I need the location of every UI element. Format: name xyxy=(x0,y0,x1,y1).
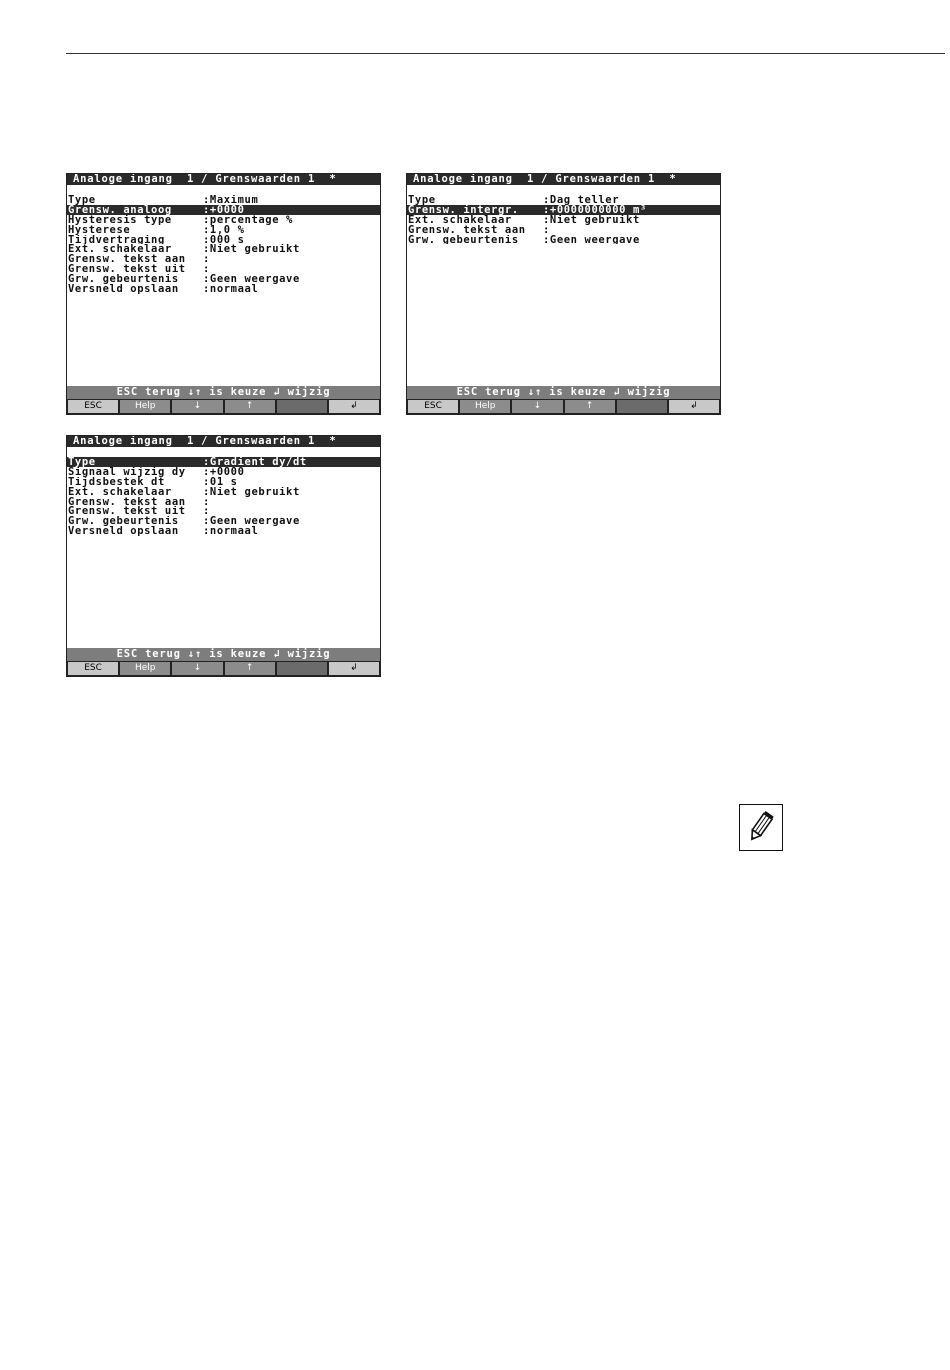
hint-bar: ESC terug ↓↑ is keuze ↲ wijzig xyxy=(407,386,720,399)
help-softkey[interactable]: Help xyxy=(119,399,171,414)
setting-value: : xyxy=(203,254,210,265)
setting-value: :+0000 xyxy=(203,204,245,215)
setting-label: Grw. gebeurtenis xyxy=(68,516,179,527)
setting-label: Type xyxy=(68,195,96,205)
screen-limit-gradient xyxy=(66,435,381,677)
setting-value: : xyxy=(543,224,550,235)
screen-title: Analoge ingang 1 / Grenswaarden 1 * xyxy=(407,174,720,185)
setting-row[interactable] xyxy=(67,205,380,215)
setting-label: Tijdvertraging xyxy=(68,234,165,245)
blank-softkey[interactable] xyxy=(276,661,328,676)
setting-value: :Niet gebruikt xyxy=(543,214,640,225)
enter-softkey[interactable]: ↲ xyxy=(668,399,720,414)
setting-value: : xyxy=(203,496,210,507)
down-arrow-softkey[interactable]: ↓ xyxy=(171,661,223,676)
settings-list xyxy=(407,195,720,244)
setting-value: :+0000 xyxy=(203,466,245,477)
setting-row[interactable] xyxy=(67,497,380,507)
softkey-bar xyxy=(67,661,380,676)
setting-row[interactable] xyxy=(407,235,720,245)
pencil-icon xyxy=(740,805,781,849)
settings-list xyxy=(67,457,380,536)
setting-value: :Geen weergave xyxy=(543,234,640,245)
setting-row[interactable] xyxy=(67,526,380,536)
setting-label: Hysterese xyxy=(68,224,131,235)
setting-row[interactable] xyxy=(67,284,380,294)
settings-list xyxy=(67,195,380,294)
esc-softkey[interactable]: ESC xyxy=(67,399,119,414)
softkey-bar xyxy=(407,399,720,414)
setting-value: : xyxy=(203,264,210,275)
setting-label: Grensw. tekst aan xyxy=(408,224,526,235)
setting-row[interactable] xyxy=(67,215,380,225)
screen-title: Analoge ingang 1 / Grenswaarden 1 * xyxy=(67,436,380,447)
setting-label: Grensw. tekst uit xyxy=(68,506,186,517)
setting-value: :normaal xyxy=(203,526,259,537)
setting-value: :Niet gebruikt xyxy=(203,244,300,255)
setting-label: Type xyxy=(408,195,436,205)
setting-label: Grensw. tekst uit xyxy=(68,264,186,275)
esc-softkey[interactable]: ESC xyxy=(67,661,119,676)
setting-row[interactable] xyxy=(67,264,380,274)
setting-label: Signaal wijzig dy xyxy=(68,466,186,477)
setting-label: Ext. schakelaar xyxy=(68,244,172,255)
setting-value: :Dag teller xyxy=(543,195,620,205)
setting-value: :percentage % xyxy=(203,214,293,225)
setting-label: Grw. gebeurtenis xyxy=(408,234,519,245)
hint-bar: ESC terug ↓↑ is keuze ↲ wijzig xyxy=(67,648,380,661)
setting-label: Hysteresis type xyxy=(68,214,172,225)
setting-label: Grw. gebeurtenis xyxy=(68,274,179,285)
setting-row[interactable] xyxy=(67,235,380,245)
setting-label: Grensw. tekst aan xyxy=(68,254,186,265)
setting-label: Versneld opslaan xyxy=(68,284,179,294)
setting-label: Ext. schakelaar xyxy=(408,214,512,225)
setting-row[interactable] xyxy=(67,487,380,497)
setting-row[interactable] xyxy=(67,254,380,264)
setting-row[interactable] xyxy=(67,516,380,526)
setting-value: :Maximum xyxy=(203,195,259,205)
setting-row[interactable] xyxy=(67,244,380,254)
down-arrow-softkey[interactable]: ↓ xyxy=(171,399,223,414)
softkey-bar xyxy=(67,399,380,414)
screen-limit-day-counter xyxy=(406,173,721,415)
pencil-note-icon xyxy=(739,804,783,851)
down-arrow-softkey[interactable]: ↓ xyxy=(511,399,563,414)
help-softkey[interactable]: Help xyxy=(459,399,511,414)
setting-value: :Niet gebruikt xyxy=(203,486,300,497)
setting-value: :+0000000000 m³ xyxy=(543,204,647,215)
setting-value: :01 s xyxy=(203,476,238,487)
setting-label: Grensw. analoog xyxy=(68,204,172,215)
setting-row[interactable] xyxy=(67,195,380,205)
screen-limit-maximum xyxy=(66,173,381,415)
setting-label: Ext. schakelaar xyxy=(68,486,172,497)
setting-label: Versneld opslaan xyxy=(68,526,179,537)
screen-title: Analoge ingang 1 / Grenswaarden 1 * xyxy=(67,174,380,185)
blank-softkey[interactable] xyxy=(616,399,668,414)
blank-softkey[interactable] xyxy=(276,399,328,414)
setting-row[interactable] xyxy=(67,457,380,467)
setting-row[interactable] xyxy=(67,506,380,516)
setting-value: :1,0 % xyxy=(203,224,245,235)
setting-label: Grensw. intergr. xyxy=(408,204,519,215)
setting-row[interactable] xyxy=(407,195,720,205)
setting-row[interactable] xyxy=(407,225,720,235)
setting-row[interactable] xyxy=(407,215,720,225)
setting-label: Type xyxy=(68,457,96,467)
help-softkey[interactable]: Help xyxy=(119,661,171,676)
setting-row[interactable] xyxy=(67,225,380,235)
setting-row[interactable] xyxy=(67,274,380,284)
up-arrow-softkey[interactable]: ↑ xyxy=(564,399,616,414)
setting-value: :000 s xyxy=(203,234,245,245)
setting-value: :Geen weergave xyxy=(203,516,300,527)
setting-row[interactable] xyxy=(67,467,380,477)
up-arrow-softkey[interactable]: ↑ xyxy=(224,661,276,676)
enter-softkey[interactable]: ↲ xyxy=(328,661,380,676)
esc-softkey[interactable]: ESC xyxy=(407,399,459,414)
setting-value: :Geen weergave xyxy=(203,274,300,285)
page-top-rule xyxy=(66,53,945,54)
setting-value: :Gradient dy/dt xyxy=(203,457,307,467)
setting-value: :normaal xyxy=(203,284,259,294)
setting-row[interactable] xyxy=(67,477,380,487)
setting-row[interactable] xyxy=(407,205,720,215)
enter-softkey[interactable]: ↲ xyxy=(328,399,380,414)
setting-label: Grensw. tekst aan xyxy=(68,496,186,507)
setting-label: Tijdsbestek dt xyxy=(68,476,165,487)
hint-bar: ESC terug ↓↑ is keuze ↲ wijzig xyxy=(67,386,380,399)
setting-value: : xyxy=(203,506,210,517)
up-arrow-softkey[interactable]: ↑ xyxy=(224,399,276,414)
